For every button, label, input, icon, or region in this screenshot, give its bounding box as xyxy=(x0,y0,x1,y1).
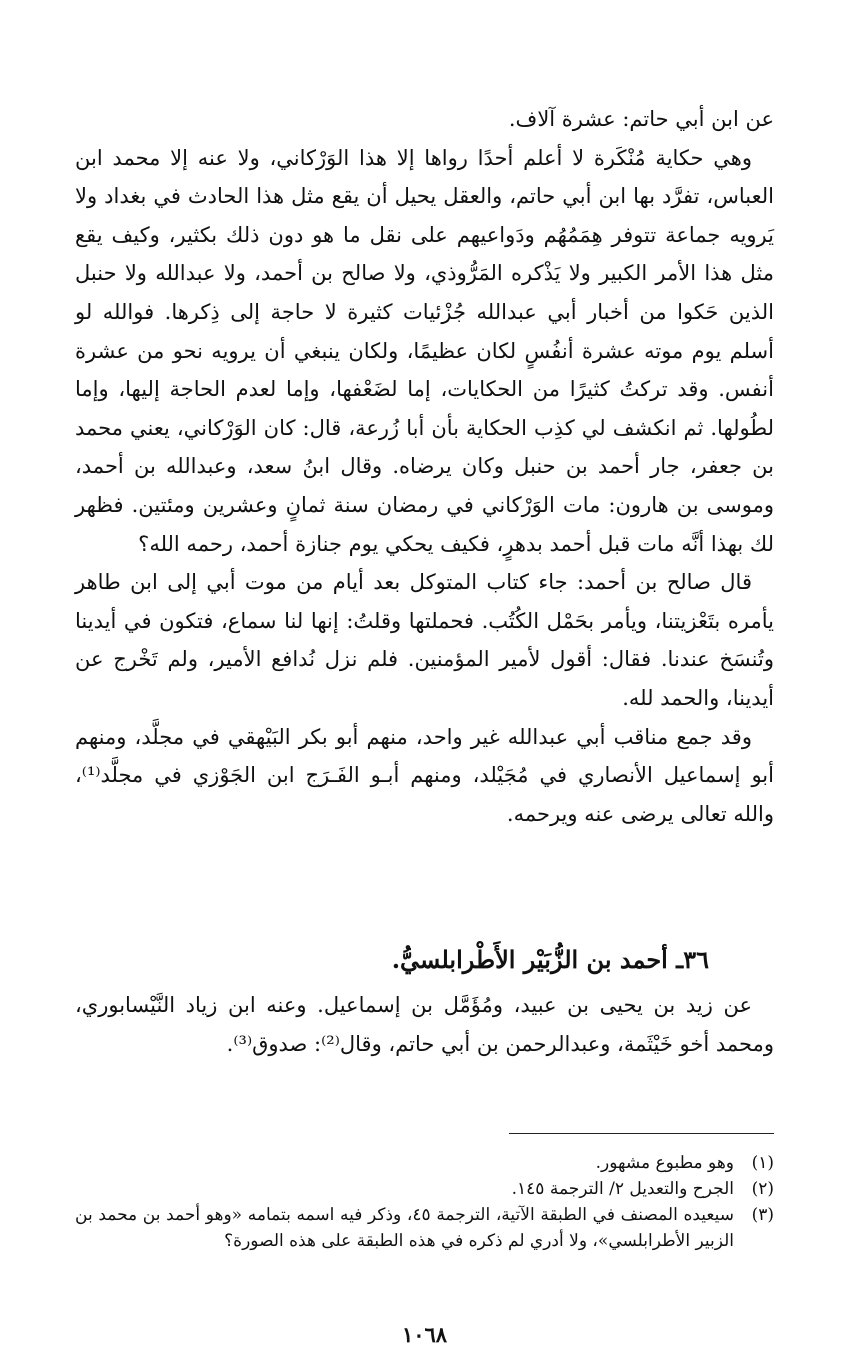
footnote-separator xyxy=(509,1133,774,1134)
paragraph: وقد جمع مناقب أبي عبدالله غير واحد، منهم أبو بكر البَيْهقي في مجلَّد، ومنهم أبو إسماعيل الأنصاري في مُجَيْلد، ومنهم أبـو الفَـرَج ابن الجَوْزي في مجلَّد⁽¹⁾، والله تعالى يرضى عنه ويرحمه. xyxy=(75,724,774,826)
entry-heading: ٣٦ـ أحمد بن الزُّبَيْر الأَطْرابلسيُّ. xyxy=(391,945,709,974)
footnote-text: وهو مطبوع مشهور. xyxy=(595,1153,734,1173)
paragraph: عن ابن أبي حاتم: عشرة آلاف. xyxy=(508,107,774,131)
paragraph: وهي حكاية مُنْكَرة لا أعلم أحدًا رواها إلا هذا الوَرْكاني، ولا عنه إلا محمد ابن العباس، تفرَّد بها ابن أبي حاتم، والعقل يحيل أن يقع مثل هذا الحادث في بغداد ولا يَرويه جماعة تتوفر هِمَمُهُم ودَواعيهم على نقل ما هو دون ذلك بكثير، وكيف يقع مثل هذا الأمر الكبير ولا يَذْكره المَرُّوذي، ولا صالح بن أحمد، ولا عبدالله ولا حنبل الذين حَكوا من أخبار أبي عبدالله جُزْئيات كثيرة لا حاجة إلى ذِكرها. فوالله لو أسلم يوم موته عشرة أنفُسٍ لكان عظيمًا، ولكان ينبغي أن يرويه نحو من عشرة أنفس. وقد تركتُ كثيرًا من الحكايات، إما لضَعْفها، وإما لعدم الحاجة إليها، وإما لطُولها. ثم انكشف لي كذِب الحكاية بأن أبا زُرعة، قال: كان الوَرْكاني، يعني محمد بن جعفر، جار أحمد بن حنبل وكان يرضاه. وقال ابنُ سعد، وعبدالله بن أحمد، وموسى بن هارون: مات الوَرْكاني في رمضان سنة ثمانٍ وعشرين ومئتين. فظهر لك بهذا أنَّه مات قبل أحمد بدهرٍ، فكيف يحكي يوم جنازة أحمد، رحمه الله؟ xyxy=(75,145,774,556)
entry-paragraph: عن زيد بن يحيى بن عبيد، ومُؤَمَّل بن إسماعيل. وعنه ابن زياد النَّيْسابوري، ومحمد أخو خَيْثَمة، وعبدالرحمن بن أبي حاتم، وقال⁽²⁾: صدوق⁽³⁾. xyxy=(75,993,774,1056)
footnote xyxy=(75,1202,774,1254)
footnote-text: الجرح والتعديل ٢/ الترجمة ١٤٥. xyxy=(511,1179,734,1199)
footnotes xyxy=(75,1150,774,1254)
footnote xyxy=(75,1150,774,1176)
page-number: ١٠٦٨ xyxy=(401,1322,448,1347)
paragraph: قال صالح بن أحمد: جاء كتاب المتوكل بعد أيام من موت أبي إلى ابن طاهر يأمره بتَعْزيتنا، ويأمر بحَمْل الكُتُب. فحملتها وقلتُ: إنها لنا سماع، فتكون في أيدينا وتُنسَخ عندنا. فقال: أقول لأمير المؤمنين. فلم نزل نُدافع الأمير، ولم تَخْرج عن أيدينا، والحمد لله. xyxy=(75,570,774,710)
footnote-number: (٣) xyxy=(751,1205,774,1225)
entry-text-block xyxy=(75,986,774,1063)
footnote xyxy=(75,1176,774,1202)
footnote-number: (٢) xyxy=(751,1179,774,1199)
footnote-text: سيعيده المصنف في الطبقة الآتية، الترجمة ٤٥، وذكر فيه اسمه بتمامه «وهو أحمد بن محمد بن الزبير الأطرابلسي»، ولا أدري لم ذكره في هذه الطبقة على هذه الصورة؟ xyxy=(75,1205,734,1251)
footnote-number: (١) xyxy=(751,1153,774,1173)
main-text-block xyxy=(75,100,774,833)
